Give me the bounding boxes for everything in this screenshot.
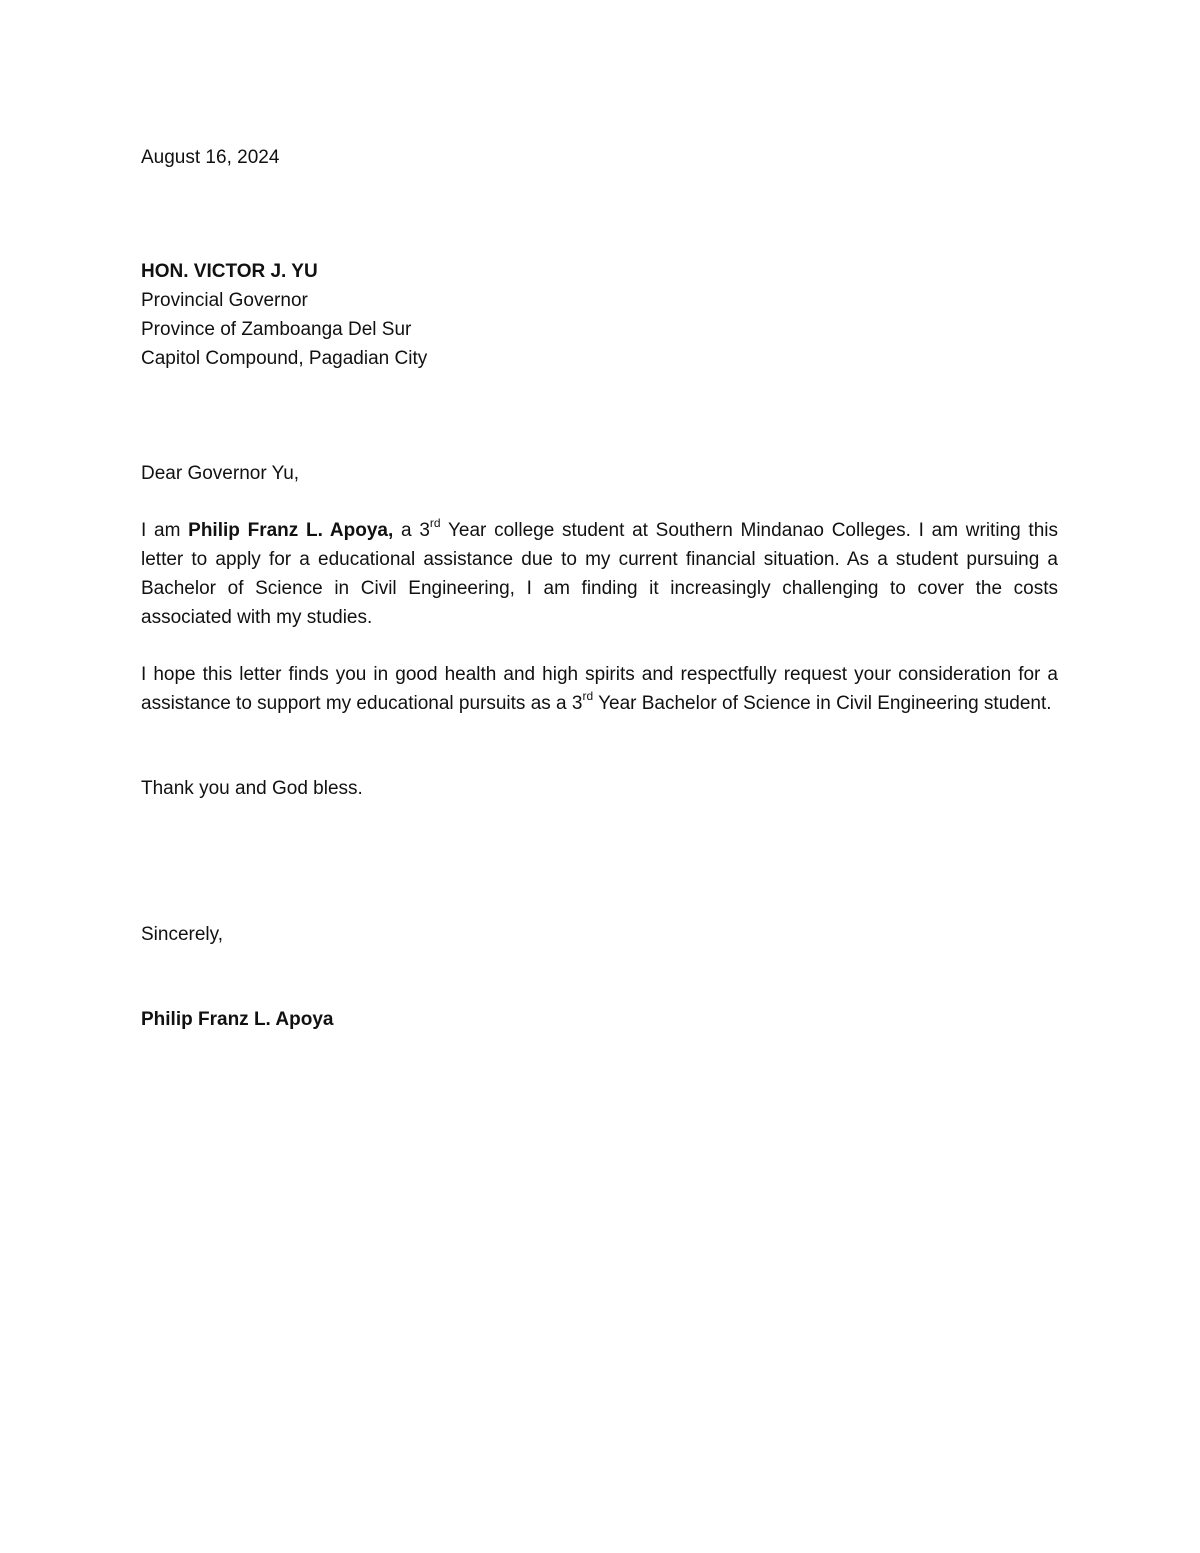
recipient-name: HON. VICTOR J. YU — [141, 261, 318, 282]
recipient-office: Province of Zamboanga Del Sur — [141, 319, 412, 340]
recipient-address-block — [141, 257, 1058, 373]
recipient-title: Provincial Governor — [141, 290, 308, 311]
para1-text-3: Year college student at Southern Mindanao Colleges. I am writing this letter to apply for a educational assistance due to my current financial situation. As a student pursuing a Bachelor of Science in Civil Engineering, I am finding it increasingly challenging to cover the costs associated with my studies. — [141, 520, 1058, 628]
body-paragraph-1 — [141, 516, 1058, 632]
para1-text-1: I am — [141, 520, 189, 541]
closing: Sincerely, — [141, 924, 224, 945]
ordinal-suffix: rd — [429, 515, 441, 530]
signature-name: Philip Franz L. Apoya — [141, 1009, 334, 1030]
letter-date: August 16, 2024 — [141, 147, 280, 168]
para1-text-2: a 3 — [393, 520, 430, 541]
sender-name-inline: Philip Franz L. Apoya, — [188, 520, 394, 541]
body-paragraph-2 — [141, 660, 1058, 718]
recipient-address: Capitol Compound, Pagadian City — [141, 348, 428, 369]
para2-text-1: I hope this letter finds you in good health and high spirits and respectfully request your consideration for a assistance to support my educational pursuits as a 3 — [141, 664, 1058, 714]
thanks-line: Thank you and God bless. — [141, 778, 363, 799]
para2-text-2: Year Bachelor of Science in Civil Engineering student. — [593, 693, 1052, 714]
letter-page — [141, 0, 1058, 1553]
salutation: Dear Governor Yu, — [141, 463, 300, 484]
ordinal-suffix: rd — [582, 688, 594, 703]
